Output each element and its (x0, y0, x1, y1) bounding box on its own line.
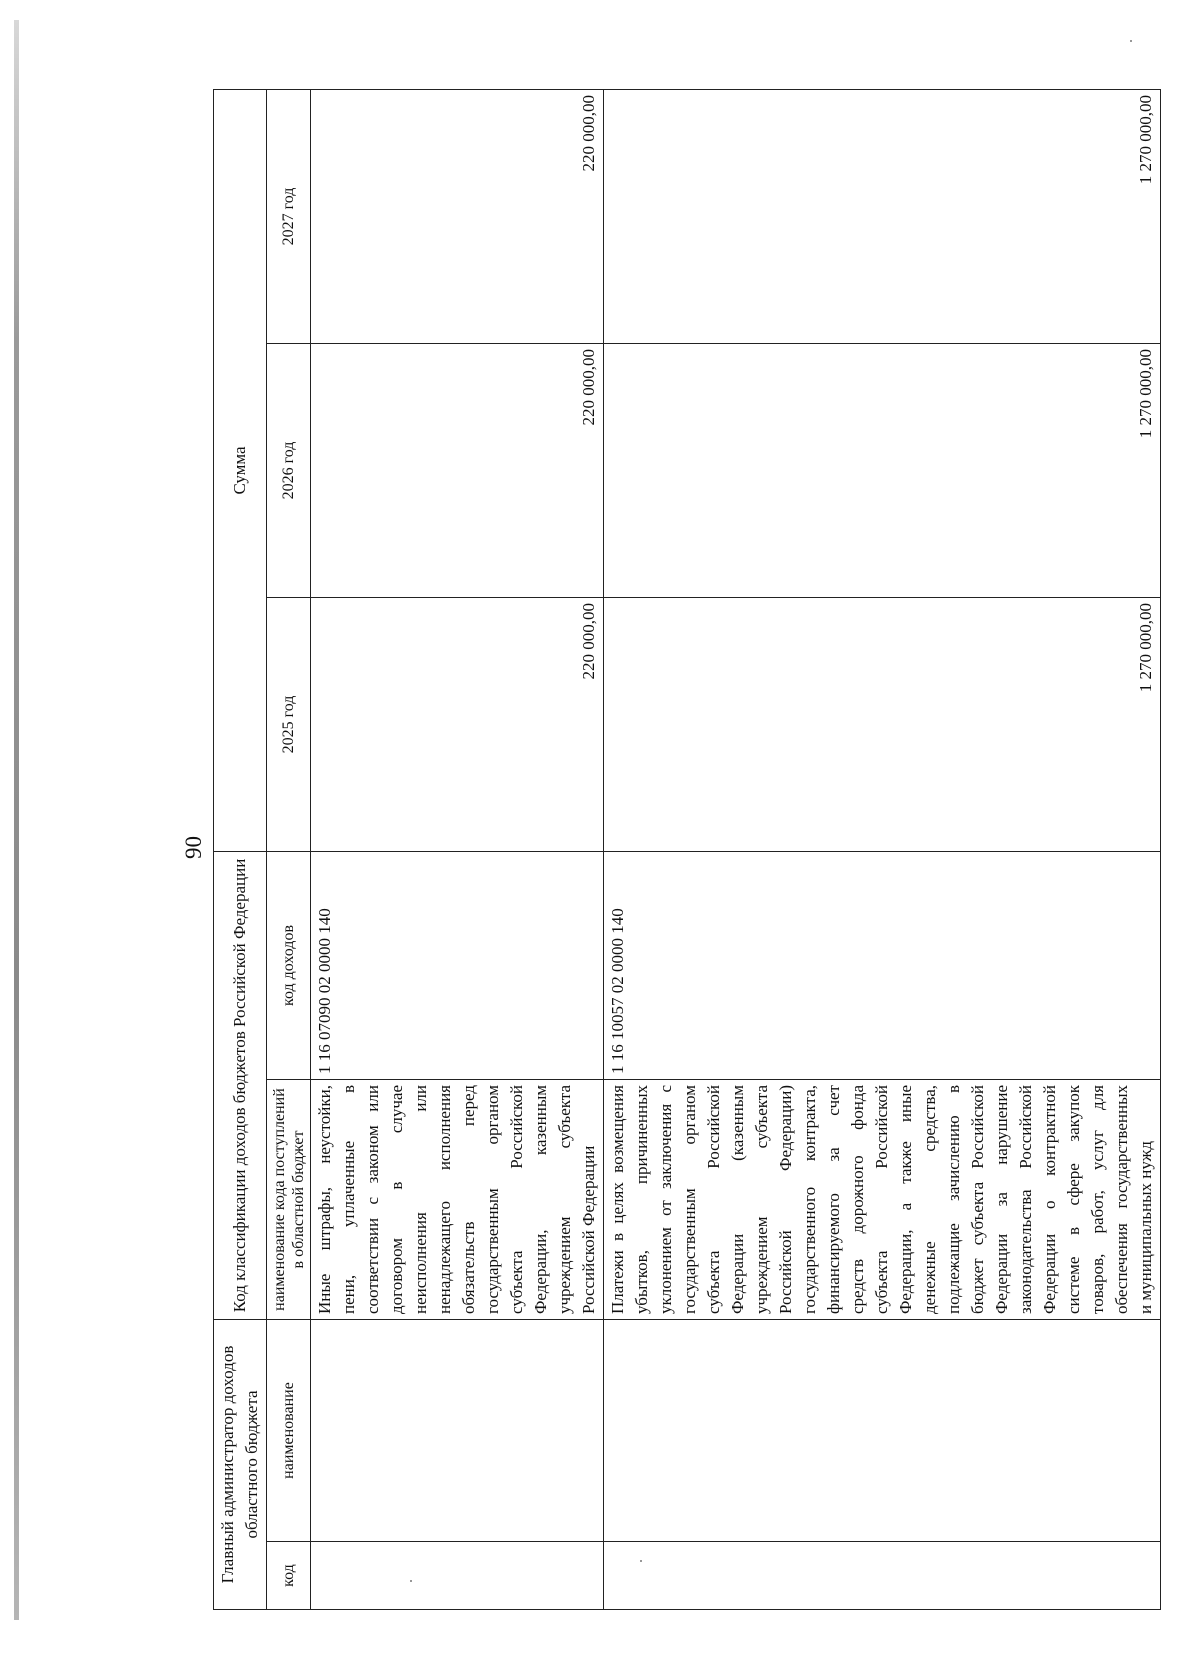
sum-2027-cell: 220 000,00 (311, 89, 604, 343)
income-name-cell: Иные штрафы, неустойки, пени, уплаченные в соответствии с законом или договором в случае неисполнения или ненадлежащего исполнения обязательств перед государственным органом субъекта Российской Федерации, казенным учреждением субъекта Российской Федерации (311, 1080, 604, 1320)
scan-edge (14, 20, 19, 1620)
rotated-page (181, 70, 1155, 1625)
sum-2026-cell: 220 000,00 (311, 343, 604, 597)
header-col-name: наименование (267, 1320, 311, 1542)
table-row (311, 89, 604, 1609)
header-col-code: код (267, 1542, 311, 1610)
sum-2026-cell: 1 270 000,00 (604, 343, 1161, 597)
header-year-2026: 2026 год (267, 343, 311, 597)
income-code-cell: 1 16 10057 02 0000 140 (604, 851, 1161, 1079)
header-row-2 (267, 89, 311, 1609)
header-year-2027: 2027 год (267, 89, 311, 343)
header-row-1 (214, 89, 267, 1609)
header-col-income-name: наименование кода поступлений в областной бюджет (267, 1080, 311, 1320)
header-sum-group: Сумма (214, 89, 267, 851)
income-table (213, 89, 1161, 1610)
header-admin-group: Главный администратор доходов областного бюджета (214, 1320, 267, 1610)
header-col-income-code: код доходов (267, 851, 311, 1079)
header-year-2025: 2025 год (267, 597, 311, 851)
admin-code-cell (311, 1542, 604, 1610)
admin-name-cell (604, 1320, 1161, 1542)
header-code-group: Код классификации доходов бюджетов Российской Федерации (214, 851, 267, 1319)
admin-code-cell (604, 1542, 1161, 1610)
scan-speck (1130, 40, 1132, 42)
income-code-cell: 1 16 07090 02 0000 140 (311, 851, 604, 1079)
sum-2027-cell: 1 270 000,00 (604, 89, 1161, 343)
admin-name-cell (311, 1320, 604, 1542)
table-row (604, 89, 1161, 1609)
sum-2025-cell: 1 270 000,00 (604, 597, 1161, 851)
income-name-cell: Платежи в целях возмещения убытков, причиненных уклонением от заключения с государственным органом субъекта Российской Федерации (казенным учреждением субъекта Российской Федерации) государственного контракта, финансируемого за счет средств дорожного фонда субъекта Российской Федерации, а также иные денежные средства, подлежащие зачислению в бюджет субъекта Российской Федерации за нарушение законодательства Российской Федерации о контрактной системе в сфере закупок товаров, работ, услуг для обеспечения государственных и муниципальных нужд (604, 1080, 1161, 1320)
sum-2025-cell: 220 000,00 (311, 597, 604, 851)
page-number: 90 (181, 836, 206, 859)
